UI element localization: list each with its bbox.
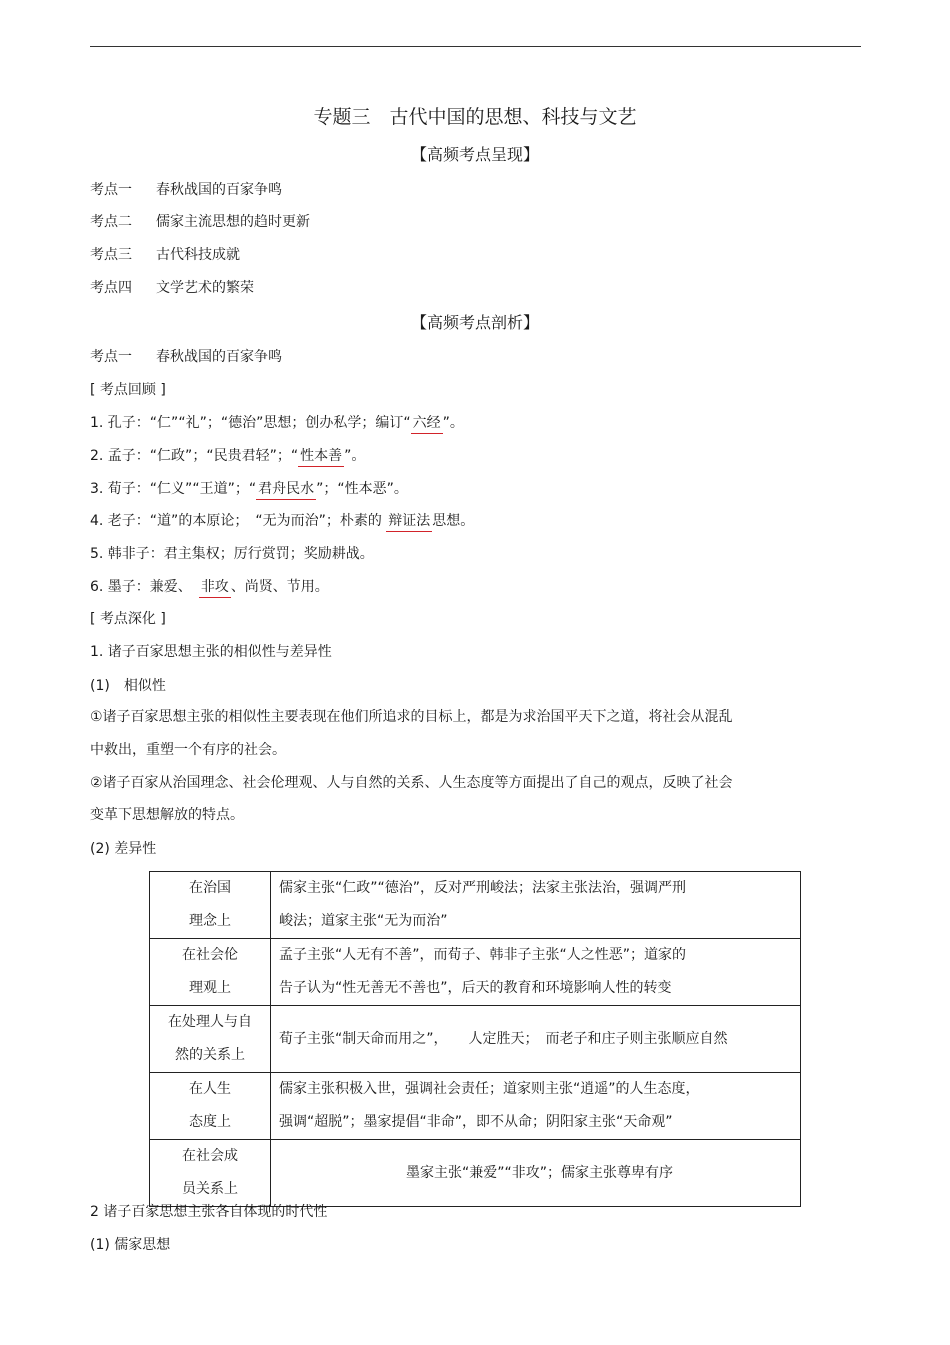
review-item-6 — [90, 577, 329, 598]
subheading-2a: (1) 儒家思想 — [90, 1237, 171, 1253]
row-label: 在人生 态度上 — [150, 1073, 271, 1140]
answer-blank: 君舟民水 — [256, 479, 316, 500]
point-text: 古代科技成就 — [156, 247, 240, 263]
item-text: 3. 荀子：“仁义”“王道”；“ — [90, 481, 257, 497]
table-row — [150, 939, 801, 1006]
item-text: ”；“性本恶”。 — [316, 481, 408, 497]
row-label: 在社会成 员关系上 — [150, 1140, 271, 1207]
item-text: 、尚贤、节用。 — [230, 579, 329, 595]
review-heading: [ 考点回顾 ] — [90, 382, 166, 398]
section-heading-analysis: 【高频考点剖析】 — [410, 313, 539, 332]
paragraph-2-line-1: ②诸子百家从治国理念、社会伦理观、人与自然的关系、人生态度等方面提出了自己的观点，反映了社会 — [90, 775, 733, 791]
section-heading-presentation: 【高频考点呈现】 — [410, 145, 539, 164]
answer-blank: 非攻 — [199, 577, 231, 598]
point-text: 春秋战国的百家争鸣 — [156, 349, 282, 365]
row-content: 墨家主张“兼爱”“非攻”；儒家主张尊卑有序 — [271, 1140, 801, 1207]
header-rule — [90, 46, 861, 47]
point-label: 考点二 — [90, 214, 132, 230]
point-label: 考点一 — [90, 182, 132, 198]
subheading-1b: (2) 差异性 — [90, 841, 157, 857]
row-content: 儒家主张“仁政”“德治”，反对严刑峻法；法家主张法治，强调严刑 峻法；道家主张“无为而治” — [271, 872, 801, 939]
difference-table — [149, 871, 801, 1207]
review-item-4 — [90, 511, 474, 532]
item-text: ”。 — [442, 415, 464, 431]
row-content: 荀子主张“制天命而用之”， 人定胜天； 而老子和庄子则主张顺应自然 — [271, 1006, 801, 1073]
answer-blank: 辩证法 — [386, 511, 432, 532]
row-label: 在治国 理念上 — [150, 872, 271, 939]
subheading-1: 1. 诸子百家思想主张的相似性与差异性 — [90, 644, 332, 660]
analysis-point-1 — [90, 347, 282, 367]
paragraph-1-line-2: 中救出，重塑一个有序的社会。 — [90, 742, 286, 758]
row-label: 在处理人与自 然的关系上 — [150, 1006, 271, 1073]
table-row — [150, 872, 801, 939]
point-2 — [90, 212, 310, 232]
point-text: 春秋战国的百家争鸣 — [156, 182, 282, 198]
point-3 — [90, 245, 240, 265]
table-row — [150, 1006, 801, 1073]
answer-blank: 性本善 — [298, 446, 344, 467]
item-text: ”。 — [344, 448, 366, 464]
point-text: 文学艺术的繁荣 — [156, 280, 254, 296]
subheading-2: 2 诸子百家思想主张各自体现的时代性 — [90, 1204, 328, 1220]
item-text: 4. 老子：“道”的本原论； “无为而治”；朴素的 — [90, 513, 387, 529]
review-item-1 — [90, 413, 464, 434]
review-item-2 — [90, 446, 365, 467]
point-text: 儒家主流思想的趋时更新 — [156, 214, 310, 230]
paragraph-1-line-1: ①诸子百家思想主张的相似性主要表现在他们所追求的目标上，都是为求治国平天下之道，将社会从混乱 — [90, 709, 733, 725]
subheading-1a: (1) 相似性 — [90, 678, 166, 694]
point-1 — [90, 180, 282, 200]
table-row — [150, 1073, 801, 1140]
point-4 — [90, 278, 254, 298]
item-text: 2. 孟子：“仁政”；“民贵君轻”；“ — [90, 448, 299, 464]
document-title: 专题三 古代中国的思想、科技与文艺 — [313, 106, 637, 128]
table-row — [150, 1140, 801, 1207]
paragraph-2-line-2: 变革下思想解放的特点。 — [90, 807, 244, 823]
review-item-3 — [90, 479, 408, 500]
row-content: 儒家主张积极入世，强调社会责任；道家则主张“逍遥”的人生态度， 强调“超脱”；墨家提倡“非命”，即不从命；阴阳家主张“天命观” — [271, 1073, 801, 1140]
point-label: 考点三 — [90, 247, 132, 263]
point-label: 考点一 — [90, 349, 132, 365]
item-text: 思想。 — [432, 513, 475, 529]
row-content: 孟子主张“人无有不善”，而荀子、韩非子主张“人之性恶”；道家的 告子认为“性无善无不善也”，后天的教育和环境影响人性的转变 — [271, 939, 801, 1006]
deepen-heading: [ 考点深化 ] — [90, 611, 166, 627]
item-text: 6. 墨子：兼爱、 — [90, 579, 199, 595]
answer-blank: 六经 — [411, 413, 443, 434]
item-text: 1. 孔子：“仁”“礼”；“德治”思想；创办私学；编订“ — [90, 415, 411, 431]
row-label: 在社会伦 理观上 — [150, 939, 271, 1006]
review-item-5: 5. 韩非子：君主集权；厉行赏罚；奖励耕战。 — [90, 546, 374, 562]
point-label: 考点四 — [90, 280, 132, 296]
